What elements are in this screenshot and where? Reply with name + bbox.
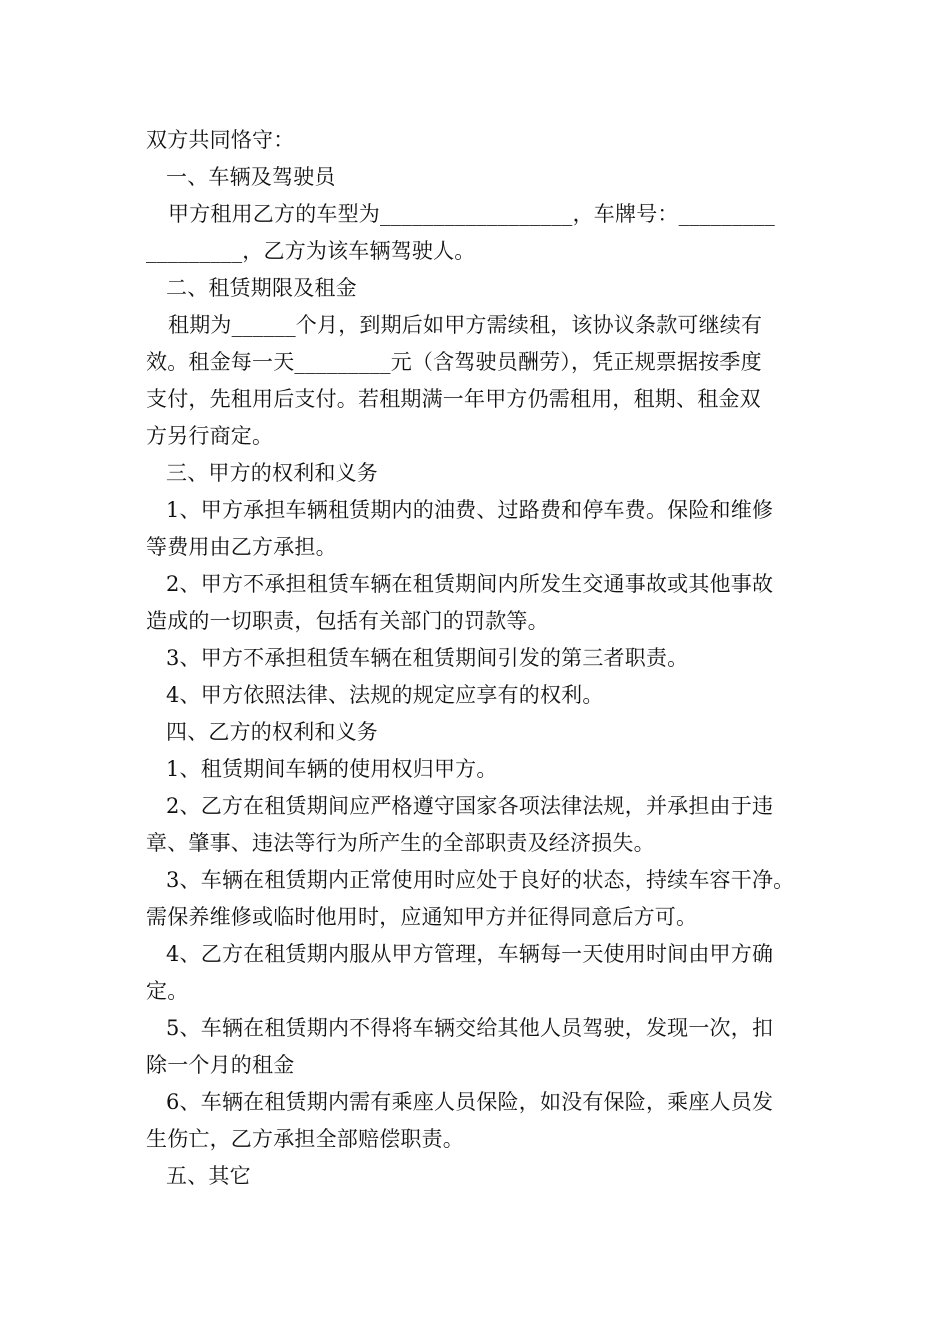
text-line: 效。租金每一天_________元（含驾驶员酬劳），凭正规票据按季度 <box>146 350 762 374</box>
clause-line: 2、乙方在租赁期间应严格遵守国家各项法律法规，并承担由于违 <box>166 794 774 818</box>
text-line: 支付，先租用后支付。若租期满一年甲方仍需租用，租期、租金双 <box>146 387 761 411</box>
section-heading-party-b-rights: 四、乙方的权利和义务 <box>166 720 378 744</box>
text-line: 造成的一切职责，包括有关部门的罚款等。 <box>146 609 549 633</box>
text-line: 等费用由乙方承担。 <box>146 535 337 559</box>
text-line: 方另行商定。 <box>146 424 274 448</box>
text-line: 除一个月的租金 <box>146 1053 295 1077</box>
clause-line: 5、车辆在租赁期内不得将车辆交给其他人员驾驶，发现一次，扣 <box>166 1016 774 1040</box>
clause-line: 4、乙方在租赁期内服从甲方管理，车辆每一天使用时间由甲方确 <box>166 942 774 966</box>
clause-line: 4、甲方依照法律、法规的规定应享有的权利。 <box>166 683 604 707</box>
clause-line: 2、甲方不承担租赁车辆在租赁期间内所发生交通事故或其他事故 <box>166 572 774 596</box>
section-heading-lease-term-rent: 二、租赁期限及租金 <box>166 276 357 300</box>
text-line: 甲方租用乙方的车型为__________________，车牌号：_________ <box>168 202 775 226</box>
section-heading-vehicle-driver: 一、车辆及驾驶员 <box>166 165 336 189</box>
text-line: 双方共同恪守： <box>146 128 295 152</box>
text-line: 需保养维修或临时他用时，应通知甲方并征得同意后方可。 <box>146 905 698 929</box>
section-heading-party-a-rights: 三、甲方的权利和义务 <box>166 461 378 485</box>
clause-line: 1、租赁期间车辆的使用权归甲方。 <box>166 757 498 781</box>
clause-line: 3、甲方不承担租赁车辆在租赁期间引发的第三者职责。 <box>166 646 689 670</box>
text-line: 章、肇事、违法等行为所产生的全部职责及经济损失。 <box>146 831 655 855</box>
section-heading-other: 五、其它 <box>166 1164 251 1188</box>
text-line: 定。 <box>146 979 189 1003</box>
clause-line: 3、车辆在租赁期内正常使用时应处于良好的状态，持续车容干净。 <box>166 868 795 892</box>
clause-line: 1、甲方承担车辆租赁期内的油费、过路费和停车费。保险和维修 <box>166 498 774 522</box>
clause-line: 6、车辆在租赁期内需有乘座人员保险，如没有保险，乘座人员发 <box>166 1090 774 1114</box>
text-line: 租期为______个月，到期后如甲方需续租，该协议条款可继续有 <box>168 313 763 337</box>
document-body <box>146 122 816 1195</box>
text-line: _________，乙方为该车辆驾驶人。 <box>146 239 476 263</box>
text-line: 生伤亡，乙方承担全部赔偿职责。 <box>146 1127 464 1151</box>
